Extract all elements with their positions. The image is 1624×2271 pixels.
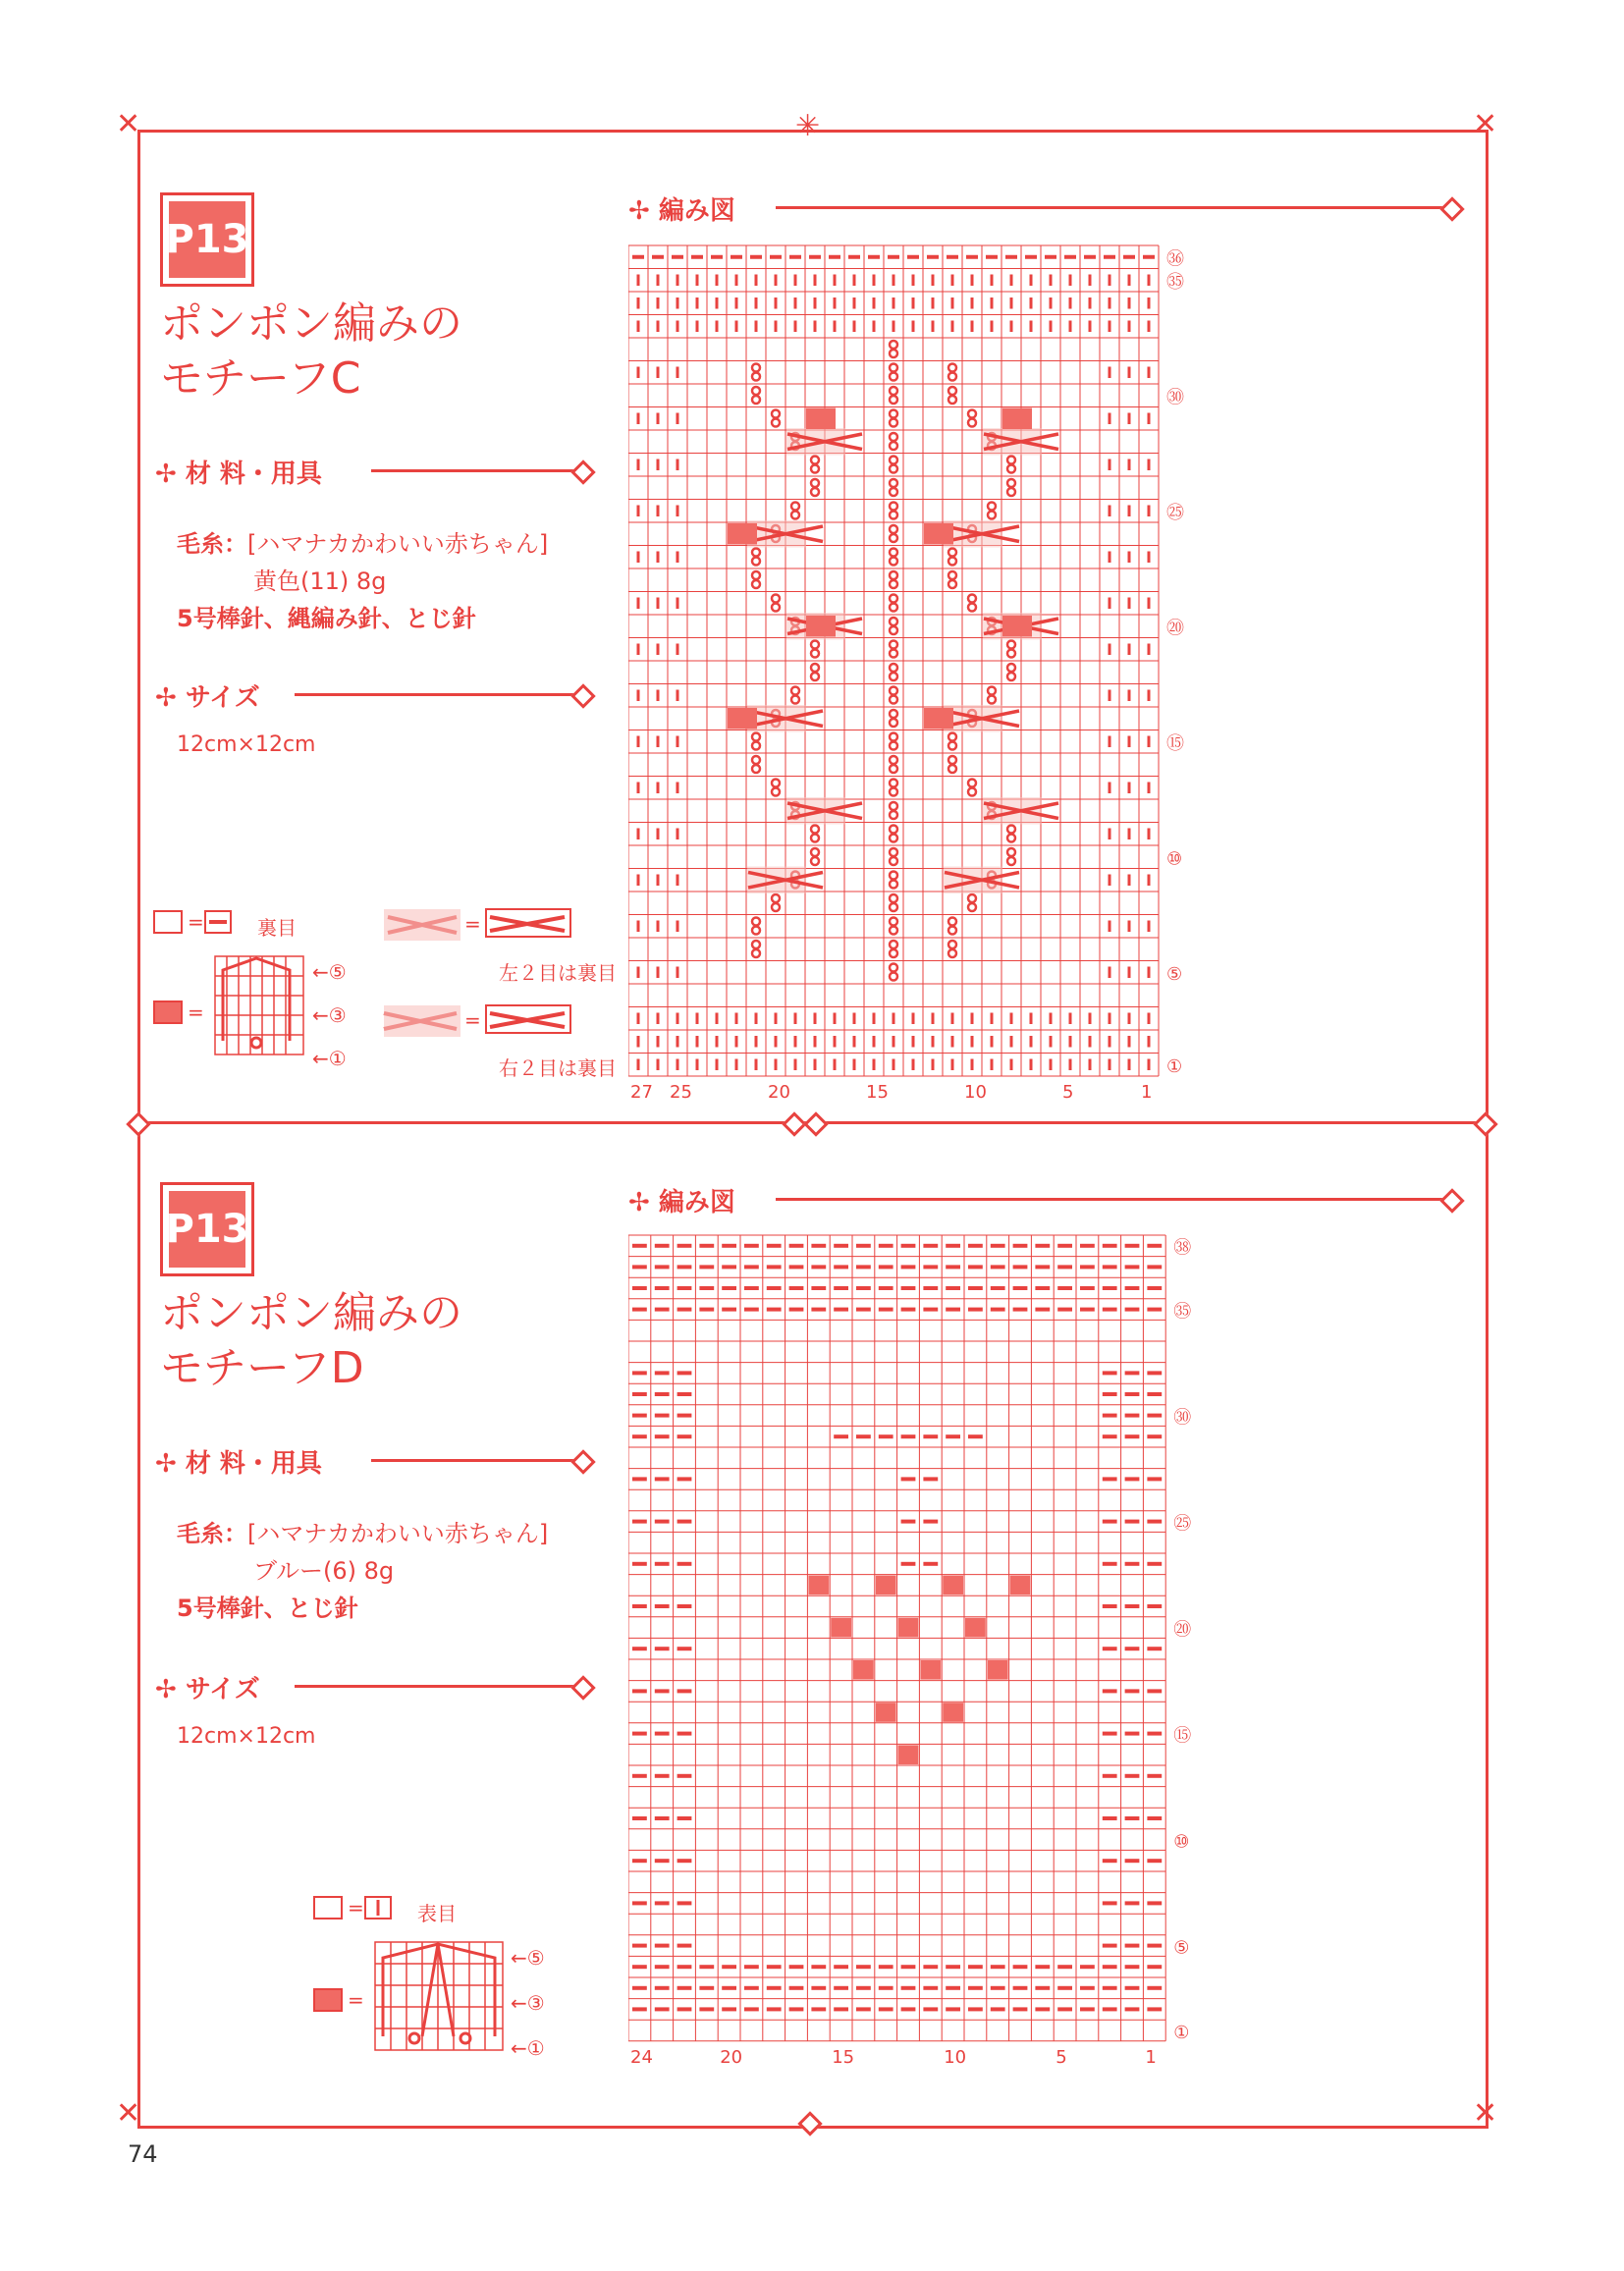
top-ornament-icon: ✳ <box>795 109 821 143</box>
legend-right-note: 右２目は裏目 <box>499 1056 617 1080</box>
corner-ornament-icon: ✕ <box>1473 107 1498 141</box>
twist-mark <box>890 604 897 612</box>
heading-rule <box>776 1198 1445 1201</box>
row-label: ⑩ <box>1166 848 1183 870</box>
twist-mark <box>890 973 897 981</box>
pompom-cell <box>920 1660 941 1680</box>
twist-mark <box>1007 857 1015 865</box>
twist-mark <box>811 641 819 649</box>
twist-mark <box>948 756 956 764</box>
pompom-cell <box>728 523 757 545</box>
title-line-1: ポンポン編みの <box>160 298 462 349</box>
title-line-2: モチーフC <box>160 353 361 404</box>
svg-text:=: = <box>464 1008 481 1032</box>
col-label: 10 <box>944 2046 967 2068</box>
twist-mark <box>811 488 819 496</box>
sparkle-icon: ✢ <box>155 460 177 489</box>
twist-mark <box>890 903 897 911</box>
col-label: 1 <box>1141 1082 1153 1103</box>
pompom-cell <box>831 1618 851 1638</box>
twist-mark <box>890 641 897 649</box>
pompom-cell <box>806 408 836 430</box>
materials-heading: ✢ 材 料・用具 <box>155 1449 322 1479</box>
twist-mark <box>791 696 799 704</box>
pompom-cell <box>1010 1576 1031 1595</box>
twist-mark <box>772 903 780 911</box>
twist-mark <box>772 410 780 418</box>
row-label: ㉟ <box>1166 272 1184 293</box>
twist-mark <box>890 710 897 718</box>
cable-shade <box>944 867 1002 894</box>
twist-mark <box>948 765 956 773</box>
twist-mark <box>890 465 897 473</box>
twist-mark <box>752 742 760 750</box>
size-heading: ✢ サイズ <box>155 683 260 713</box>
twist-mark <box>988 503 996 511</box>
twist-mark <box>772 595 780 603</box>
twist-mark <box>948 941 956 948</box>
twist-mark <box>948 949 956 957</box>
size-text: 12cm×12cm <box>177 732 316 757</box>
twist-mark <box>1007 479 1015 487</box>
twist-mark <box>1007 835 1015 842</box>
pompom-cell <box>1002 616 1032 637</box>
row-label: ㉚ <box>1166 387 1184 408</box>
twist-mark <box>752 949 760 957</box>
twist-mark <box>752 396 760 404</box>
col-label: 15 <box>866 1082 889 1103</box>
twist-mark <box>890 872 897 880</box>
corner-ornament-icon: ✕ <box>1473 2096 1498 2131</box>
col-label: 24 <box>630 2046 653 2068</box>
row-label: ⑮ <box>1166 733 1184 754</box>
twist-mark <box>752 765 760 773</box>
corner-ornament-icon: ✕ <box>116 2096 141 2131</box>
pattern-title <box>160 1286 462 1396</box>
twist-mark <box>890 580 897 588</box>
twist-mark <box>890 857 897 865</box>
twist-mark <box>890 835 897 842</box>
svg-text:=: = <box>348 1896 364 1920</box>
sparkle-icon: ✢ <box>628 196 650 226</box>
row-label: ⑳ <box>1173 1619 1192 1641</box>
twist-mark <box>791 503 799 511</box>
twist-mark <box>811 835 819 842</box>
twist-mark <box>752 941 760 948</box>
twist-mark <box>890 927 897 935</box>
pompom-cell <box>943 1703 963 1722</box>
size-heading: ✢ サイズ <box>155 1675 260 1704</box>
pompom-cell <box>808 1576 829 1595</box>
twist-mark <box>811 673 819 680</box>
twist-mark <box>948 387 956 395</box>
twist-mark <box>988 687 996 695</box>
twist-mark <box>1007 465 1015 473</box>
legend-left-note: 左２目は裏目 <box>499 961 617 985</box>
legend-row1: ←① <box>511 2036 545 2060</box>
twist-mark <box>890 696 897 704</box>
row-label: ㉕ <box>1166 503 1184 523</box>
twist-mark <box>752 364 760 372</box>
pompom-cell <box>924 708 953 730</box>
heading-rule <box>371 469 577 472</box>
twist-mark <box>752 918 760 926</box>
corner-ornament-icon: ✕ <box>116 107 141 141</box>
row-label: ⑤ <box>1173 1937 1190 1959</box>
col-label: 25 <box>670 1082 692 1103</box>
col-label: 27 <box>630 1082 653 1103</box>
twist-mark <box>811 848 819 856</box>
twist-mark <box>948 571 956 579</box>
twist-mark <box>752 756 760 764</box>
twist-mark <box>968 595 976 603</box>
legend-row5: ←⑤ <box>511 1946 545 1970</box>
pompom-cell <box>988 1660 1008 1680</box>
twist-mark <box>811 465 819 473</box>
pompom-cell <box>876 1576 896 1595</box>
col-label: 1 <box>1145 2046 1157 2068</box>
tools-text: 5号棒針、縄編み針、とじ針 <box>177 605 476 632</box>
twist-mark <box>968 903 976 911</box>
sparkle-icon: ✢ <box>155 1449 177 1479</box>
twist-mark <box>1007 673 1015 680</box>
twist-mark <box>890 664 897 672</box>
twist-mark <box>1007 650 1015 658</box>
row-label: ㉟ <box>1173 1301 1192 1323</box>
twist-mark <box>811 479 819 487</box>
pattern-badge <box>160 192 254 287</box>
twist-mark <box>890 419 897 427</box>
twist-mark <box>890 350 897 357</box>
row-label: ⑳ <box>1166 618 1184 639</box>
twist-mark <box>890 826 897 834</box>
twist-mark <box>811 857 819 865</box>
svg-text:=: = <box>188 910 204 934</box>
twist-mark <box>752 580 760 588</box>
chart-heading: ✢ 編み図 <box>628 1188 735 1217</box>
twist-mark <box>890 442 897 450</box>
title-line-2: モチーフD <box>160 1343 364 1393</box>
chart-heading: ✢ 編み図 <box>628 196 735 226</box>
col-label: 15 <box>832 2046 855 2068</box>
heading-rule <box>371 1459 577 1462</box>
twist-mark <box>890 848 897 856</box>
twist-mark <box>890 733 897 741</box>
twist-mark <box>890 479 897 487</box>
twist-mark <box>1007 848 1015 856</box>
twist-mark <box>752 387 760 395</box>
legend-purl-label: 裏目 <box>257 916 297 940</box>
twist-mark <box>772 780 780 787</box>
cable-shade <box>983 797 1042 825</box>
twist-mark <box>968 410 976 418</box>
twist-mark <box>890 525 897 533</box>
twist-mark <box>890 765 897 773</box>
title-line-1: ポンポン編みの <box>160 1288 462 1338</box>
twist-mark <box>890 894 897 902</box>
twist-mark <box>890 788 897 796</box>
legend-row1: ←① <box>312 1047 347 1070</box>
twist-mark <box>811 826 819 834</box>
twist-mark <box>890 941 897 948</box>
twist-mark <box>752 733 760 741</box>
size-text: 12cm×12cm <box>177 1724 316 1749</box>
twist-mark <box>791 687 799 695</box>
cable-shade <box>786 428 845 456</box>
svg-text:=: = <box>348 1988 364 2012</box>
pompom-cell <box>898 1745 919 1764</box>
row-label: ㉚ <box>1173 1407 1192 1429</box>
twist-mark <box>948 396 956 404</box>
pattern-badge <box>160 1182 254 1276</box>
svg-text:=: = <box>464 912 481 936</box>
twist-mark <box>890 918 897 926</box>
pompom-cell <box>924 523 953 545</box>
twist-mark <box>890 488 897 496</box>
twist-mark <box>1007 664 1015 672</box>
page-number: 74 <box>128 2140 158 2168</box>
twist-mark <box>752 373 760 381</box>
twist-mark <box>948 742 956 750</box>
twist-mark <box>948 918 956 926</box>
row-label: ㊱ <box>1166 248 1184 270</box>
twist-mark <box>890 650 897 658</box>
heading-rule <box>776 206 1445 209</box>
legend-row3: ←③ <box>312 1003 347 1027</box>
pompom-cell <box>898 1618 919 1638</box>
twist-mark <box>968 604 976 612</box>
svg-text:=: = <box>188 1000 204 1024</box>
twist-mark <box>988 696 996 704</box>
sparkle-icon: ✢ <box>155 683 177 713</box>
pompom-cell <box>943 1576 963 1595</box>
row-label: ㊳ <box>1173 1237 1192 1259</box>
twist-mark <box>1007 488 1015 496</box>
badge-label: P13 <box>169 201 245 278</box>
twist-mark <box>772 604 780 612</box>
twist-mark <box>890 387 897 395</box>
twist-mark <box>890 595 897 603</box>
badge-label: P13 <box>169 1191 245 1268</box>
twist-mark <box>811 664 819 672</box>
knitting-chart-d <box>628 1223 1492 2107</box>
cable-shade <box>983 428 1042 456</box>
pompom-cell <box>806 616 836 637</box>
twist-mark <box>811 457 819 464</box>
row-label: ⑮ <box>1173 1725 1192 1747</box>
twist-mark <box>791 512 799 519</box>
twist-mark <box>890 457 897 464</box>
col-label: 5 <box>1062 1082 1074 1103</box>
pompom-cell <box>876 1703 896 1722</box>
twist-mark <box>811 650 819 658</box>
twist-mark <box>1007 641 1015 649</box>
row-label: ① <box>1173 2022 1190 2043</box>
pompom-cell <box>965 1618 986 1638</box>
twist-mark <box>890 618 897 625</box>
twist-mark <box>890 373 897 381</box>
legend-row3: ←③ <box>511 1991 545 2015</box>
twist-mark <box>890 780 897 787</box>
twist-mark <box>890 802 897 810</box>
col-label: 20 <box>720 2046 743 2068</box>
twist-mark <box>948 927 956 935</box>
heading-rule <box>295 1685 577 1688</box>
twist-mark <box>752 927 760 935</box>
yarn-color: 黄色(11) 8g <box>253 568 387 595</box>
cable-shade <box>786 797 845 825</box>
twist-mark <box>772 894 780 902</box>
twist-mark <box>890 503 897 511</box>
twist-mark <box>890 756 897 764</box>
twist-mark <box>890 410 897 418</box>
col-label: 10 <box>964 1082 987 1103</box>
twist-mark <box>890 626 897 634</box>
twist-mark <box>948 373 956 381</box>
twist-mark <box>890 433 897 441</box>
twist-mark <box>890 881 897 889</box>
row-label: ⑩ <box>1173 1831 1190 1853</box>
twist-mark <box>968 780 976 787</box>
twist-mark <box>890 396 897 404</box>
twist-mark <box>890 558 897 566</box>
twist-mark <box>968 419 976 427</box>
twist-mark <box>890 571 897 579</box>
yarn-line: 毛糸：[ハマナカかわいい赤ちゃん] <box>177 1520 549 1547</box>
twist-mark <box>968 894 976 902</box>
twist-mark <box>948 733 956 741</box>
sparkle-icon: ✢ <box>155 1675 177 1704</box>
pompom-cell <box>1002 408 1032 430</box>
cable-shade <box>747 867 806 894</box>
knitting-chart-c <box>628 234 1492 1108</box>
twist-mark <box>890 811 897 819</box>
twist-mark <box>752 549 760 557</box>
twist-mark <box>890 687 897 695</box>
twist-mark <box>772 788 780 796</box>
twist-mark <box>988 512 996 519</box>
twist-mark <box>948 580 956 588</box>
row-label: ㉕ <box>1173 1513 1192 1535</box>
col-label: 5 <box>1056 2046 1067 2068</box>
heading-rule <box>295 693 577 696</box>
twist-mark <box>1007 826 1015 834</box>
twist-mark <box>890 673 897 680</box>
twist-mark <box>948 558 956 566</box>
pompom-cell <box>853 1660 874 1680</box>
twist-mark <box>890 512 897 519</box>
twist-mark <box>1007 457 1015 464</box>
twist-mark <box>890 341 897 349</box>
legend-knit-label: 表目 <box>417 1902 457 1925</box>
legend-row5: ←⑤ <box>312 960 347 984</box>
twist-mark <box>890 549 897 557</box>
tools-text: 5号棒針、とじ針 <box>177 1595 358 1622</box>
twist-mark <box>772 419 780 427</box>
twist-mark <box>948 364 956 372</box>
sparkle-icon: ✢ <box>628 1188 650 1217</box>
materials-heading: ✢ 材 料・用具 <box>155 460 322 489</box>
twist-mark <box>948 549 956 557</box>
twist-mark <box>752 571 760 579</box>
twist-mark <box>752 558 760 566</box>
twist-mark <box>890 364 897 372</box>
twist-mark <box>890 534 897 542</box>
row-label: ⑤ <box>1166 964 1183 985</box>
twist-mark <box>890 719 897 727</box>
pompom-cell <box>728 708 757 730</box>
pattern-title <box>160 297 462 406</box>
twist-mark <box>968 788 976 796</box>
yarn-color: ブルー(6) 8g <box>253 1557 395 1585</box>
col-label: 20 <box>768 1082 790 1103</box>
yarn-line: 毛糸：[ハマナカかわいい赤ちゃん] <box>177 530 549 558</box>
twist-mark <box>890 949 897 957</box>
twist-mark <box>890 964 897 972</box>
twist-mark <box>890 742 897 750</box>
row-label: ① <box>1166 1056 1183 1077</box>
